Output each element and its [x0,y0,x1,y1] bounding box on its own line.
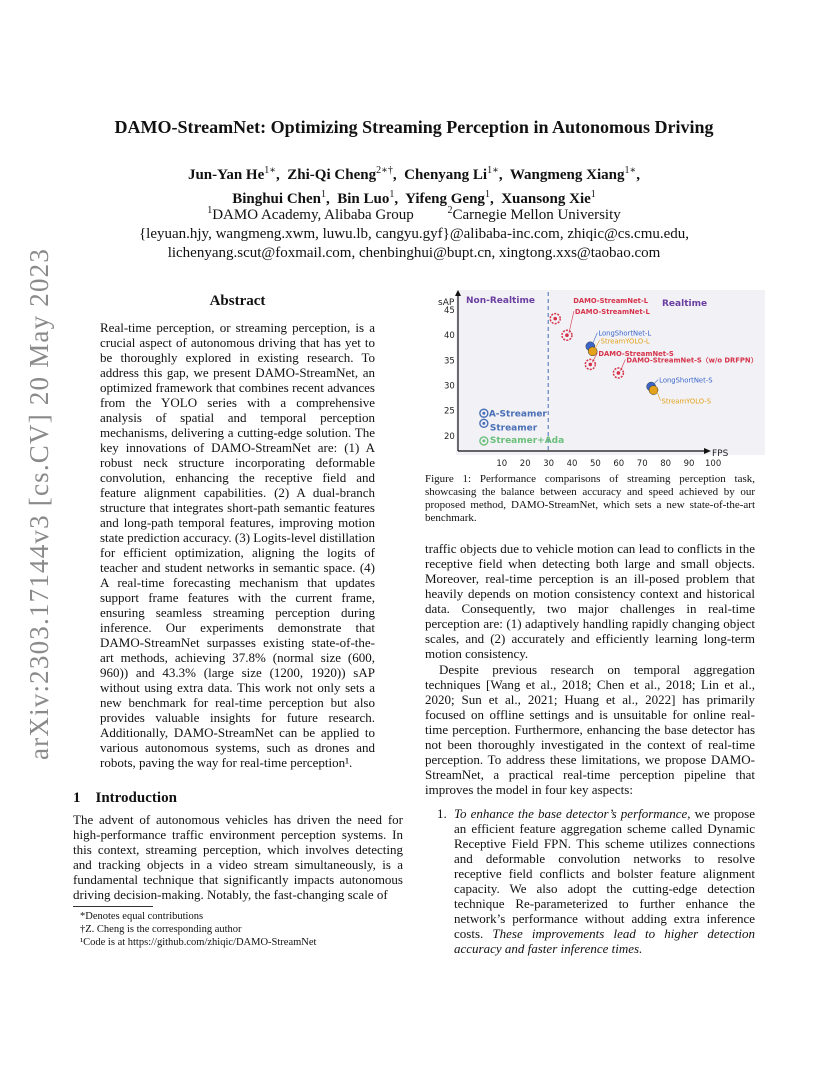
y-tick-label: 30 [444,381,455,392]
footnote-divider [73,906,153,907]
section-heading-introduction [73,790,177,807]
figure-1-chart [430,288,765,468]
author-affiliation-mark: 1∗ [487,165,499,176]
figure-caption: Figure 1: Performance comparisons of streaming perception task, showcasing the balance between accuracy and speed achieved by our proposed method, DAMO-StreamNet, which sets a new state-of-the-art benchmark. [425,473,755,524]
affiliations [0,201,828,225]
data-label: LongShortNet-L [598,329,652,338]
data-point-streamer-center [482,412,485,415]
author-name: Binghui Chen [232,191,321,207]
author-line-2: Binghui Chen$^1$, Bin Luo$^1$, Yifeng Geng$^1$, Xuansong Xie$^1$ [232,189,596,207]
x-tick-label: 50 [590,459,601,468]
data-label: A-Streamer [488,409,547,420]
x-tick-label: 100 [705,459,722,468]
x-axis-label: FPS [712,449,729,459]
footnotes [80,910,410,949]
footnote: ¹Code is at https://github.com/zhiqic/DAMO-StreamNet [80,937,317,948]
region-label-realtime: Realtime [662,299,708,309]
author-name: Xuansong Xie [501,191,591,207]
author-line-1: Jun-Yan $He^{1∗}$, Zhi-Qi Cheng$^{2∗\dagger}$, Chenyang $Li^{1∗}$, Wangmeng Xiang$^{1∗}$, [187,165,641,183]
data-label: LongShortNet-S [659,376,713,385]
email-line-2: lichenyang.scut@foxmail.com, chenbinghui@bupt.cn, xingtong.xxs@taobao.com [167,245,661,261]
affiliation-2: Carnegie Mellon University [452,207,621,223]
abstract-heading: Abstract [209,293,266,309]
data-point [588,347,597,356]
list-item-text: , we propose an efficient feature aggregation scheme called Dynamic Receptive Field FPN. This scheme utilizes connections and deformable convolution networks to resolve receptive field conflicts and bolster feature alignment capacity. We also adopt the cutting-edge detection technique Re-parameterized to further enhance the network’s performance without adding extra inference costs. [454,806,755,941]
list-item-tail: These improvements lead to higher detection accuracy and faster inference times. [454,926,756,956]
data-point-damo-center [553,317,557,321]
author-affiliation-mark: 1 [484,189,490,200]
author-affiliation-mark: 1∗ [624,165,637,176]
affiliation-mark: 1 [207,205,213,216]
body-paragraph-1: traffic objects due to vehicle motion can lead to conflicts in the receptive field when detecting both large and small objects. Moreover, real-time perception is an ill-posed problem that heavily depends on motion consistency context and historical data. Consequently, two major challenges in real-time perception are: (1) adaptively handling rapidly changing object scales, and (2) accurately and efficiently learning long-term motion consistency. [425,541,755,661]
email-list [0,225,828,263]
x-tick-label: 30 [543,459,555,468]
body-paragraph-2: Despite previous research on temporal aggregation techniques [Wang et al., 2018; Chen et al., 2018; Lin et al., 2020; Sun et al., 2021; Huang et al., 2022] has primarily focused on offline settings and is unsuitable for online real-time perception. Furthermore, enhancing the base detector has not been thoroughly investigated in the context of real-time perception. To address these limitations, we propose DAMO-StreamNet, a practical real-time perception pipeline that improves the model in four key aspects: [425,662,755,797]
x-tick-label: 90 [683,459,695,468]
list-item-lead: To enhance the base detector’s performance [454,806,688,821]
introduction-text: The advent of autonomous vehicles has driven the need for high-performance traffic environment perception systems. In this context, streaming perception, which involves detecting and tracking objects in a video stream simultaneously, is a fundamental technique that significantly impacts autonomous driving decision-making. Notably, the fast-changing scale of [73,812,403,902]
author-affiliation-mark: 1 [590,189,596,200]
data-label: DAMO-StreamNet-L [573,297,649,305]
data-label: DAMO-StreamNet-L [574,308,650,317]
x-tick-label: 60 [613,459,625,468]
section-number: 1 [73,790,81,806]
author-affiliation-mark: 2∗† [376,165,393,176]
footnote: *Denotes equal contributions [80,911,204,922]
y-tick-label: 45 [444,306,455,317]
x-tick-label: 80 [660,459,672,468]
data-point-damo-center [589,363,593,367]
list-number: 1. [437,806,447,821]
arxiv-identifier: arXiv:2303.17144v3 [cs.CV] 20 May 2023 [24,247,54,760]
author-affiliation-mark: 1∗ [264,165,277,176]
data-label: Streamer+Ada [489,435,565,446]
author-name: Wangmeng Xiang [509,167,625,183]
x-tick-label: 20 [519,459,531,468]
y-tick-label: 35 [444,356,455,367]
x-tick-label: 70 [636,459,648,468]
footnote: †Z. Cheng is the corresponding author [80,924,242,935]
y-axis-label: sAP [438,298,455,308]
data-point-streamer-center [482,422,485,425]
email-line-1: {leyuan.hjy, wangmeng.xwm, luwu.lb, cangyu.gyf}@alibaba-inc.com, zhiqic@cs.cmu.edu, [138,226,690,242]
author-affiliation-mark: 1 [321,189,326,200]
data-point-streamer-center [482,439,485,442]
author-affiliation-mark: 1 [389,189,395,200]
affiliation-1: DAMO Academy, Alibaba Group [212,207,414,223]
author-name: Jun-Yan He [187,167,265,183]
author-name: Yifeng Geng [405,191,485,207]
data-point [649,386,658,395]
data-label: DAMO-StreamNet-S [598,349,674,358]
data-label: StreamYOLO-L [600,337,650,346]
region-label-non-realtime: Non-Realtime [466,296,535,306]
data-point-damo-center [617,371,621,375]
author-name: Zhi-Qi Cheng [287,167,377,183]
x-tick-label: 40 [566,459,578,468]
y-tick-label: 40 [444,331,455,342]
y-tick-label: 20 [444,431,455,442]
author-name: Chenyang Li [404,167,488,183]
y-tick-label: 25 [444,406,455,417]
data-label: DAMO-StreamNet-S（w/o DRFPN） [626,356,758,365]
section-title: Introduction [95,790,177,806]
data-label: Streamer [489,423,538,434]
data-label: StreamYOLO-S [661,397,712,406]
list-item-body [454,806,755,956]
author-name: Bin Luo [337,191,390,207]
scatter-chart [430,288,765,468]
affiliation-mark: 2 [447,205,453,216]
abstract-text: Real-time perception, or streaming perception, is a crucial aspect of autonomous driving that has yet to be thoroughly explored in existing research. To address this gap, we present DAMO-StreamNet, an optimized framework that combines recent advances from the YOLO series with a comprehensive analysis of spatial and temporal perception mechanisms, delivering a cutting-edge solution. The key innovations of DAMO-StreamNet are: (1) A robust neck structure incorporating deformable convolution, enhancing the receptive field and feature alignment capabilities. (2) A dual-branch structure that integrates short-path semantic features and long-path temporal features, improving motion state prediction accuracy. (3) Logits-level distillation for efficient optimization, aligning the logits of teacher and student networks in semantic space. (4) A real-time forecasting mechanism that updates support frame features with the current frame, ensuring seamless streaming perception during inference. Our experiments demonstrate that DAMO-StreamNet surpasses existing state-of-the-art methods, achieving 37.8% (normal size (600, 960)) and 43.3% (large size (1200, 1920)) sAP without using extra data. This work not only sets a new benchmark for real-time perception but also provides valuable insights for future research. Additionally, DAMO-StreamNet can be applied to various autonomous systems, such as drones and robots, paving the way for real-time perception¹. [100,320,375,770]
x-tick-label: 10 [496,459,508,468]
data-point-damo-center [565,333,569,337]
paper-title: DAMO-StreamNet: Optimizing Streaming Perception in Autonomous Driving [114,117,714,137]
